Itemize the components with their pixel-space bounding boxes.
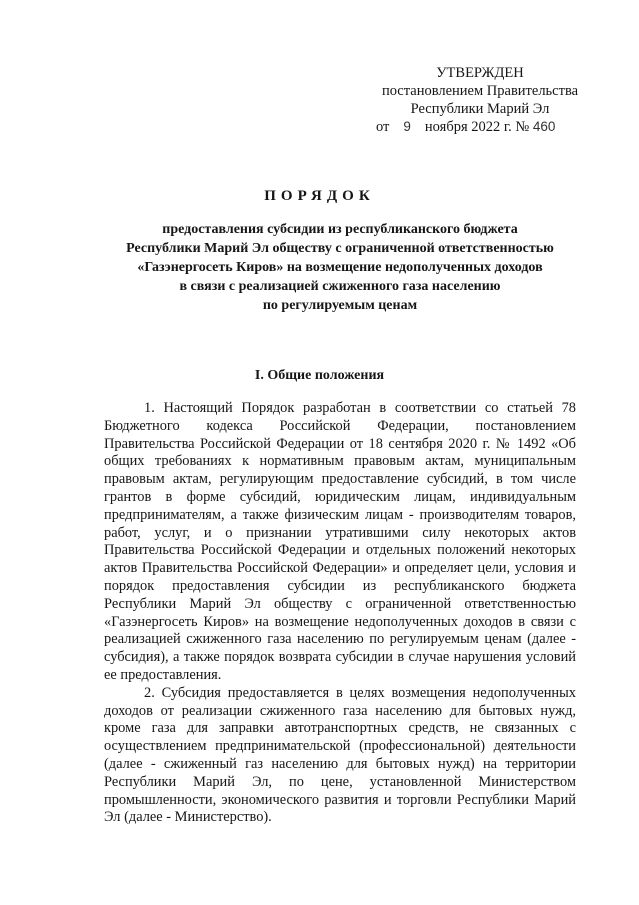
subtitle-line: «Газэнергосеть Киров» на возмещение недополученных доходов xyxy=(137,260,543,275)
subtitle-line: по регулируемым ценам xyxy=(262,298,418,313)
subtitle-line: предоставления субсидии из республиканского бюджета xyxy=(162,222,518,237)
approval-date-rest: ноября 2022 г. № xyxy=(424,119,530,135)
approval-date-line xyxy=(360,118,600,136)
approval-heading: УТВЕРЖДЕН xyxy=(436,65,524,81)
subtitle-line: в связи с реализацией сжиженного газа населению xyxy=(179,279,501,294)
approval-from-label: от xyxy=(376,119,390,135)
approval-stamp xyxy=(360,64,600,136)
subtitle-line: Республики Марий Эл обществу с ограниченной ответственностью xyxy=(126,241,554,256)
approval-day: 9 xyxy=(403,119,411,134)
approval-number: 460 xyxy=(532,119,556,134)
approval-resolution: постановлением Правительства xyxy=(381,83,579,99)
document-body xyxy=(104,400,576,827)
document-subtitle xyxy=(100,220,580,315)
paragraph-1: 1. Настоящий Порядок разработан в соответствии со статьей 78 Бюджетного кодекса Российской Федерации, постановлением Правительства Российской Федерации от 18 сентября 2020 г. № 1492 «Об общих требованиях к нормативным правовым актам, муниципальным правовым актам, регулирующим предоставление субсидий, в том числе грантов в форме субсидий, юридическим лицам, индивидуальным предпринимателям, а также физическим лицам - производителям товаров, работ, услуг, и о признании утратившими силу некоторых актов Правительства Российской Федерации и отдельных положений некоторых актов Правительства Российской Федерации» и определяет цели, условия и порядок предоставления субсидии из республиканского бюджета Республики Марий Эл обществу с ограниченной ответственностью «Газэнергосеть Киров» на возмещение недополученных доходов в связи с реализацией сжиженного газа населению по регулируемым ценам (далее - субсидия), а также порядок возврата субсидии в случае нарушения условий ее предоставления. xyxy=(104,400,576,683)
document-title: ПОРЯДОК xyxy=(264,188,375,204)
section-title: I. Общие положения xyxy=(254,368,385,383)
approval-government: Республики Марий Эл xyxy=(410,101,550,117)
paragraph-2: 2. Субсидия предоставляется в целях возмещения недополученных доходов от реализации сжиженного газа населению для бытовых нужд, кроме газа для заправки автотранспортных средств, не связанных с осуществлением предпринимательской (профессиональной) деятельности (далее - сжиженный газ населению для бытовых нужд) на территории Республики Марий Эл, по цене, установленной Министерством промышленности, экономического развития и торговли Республики Марий Эл (далее - Министерство). xyxy=(104,684,576,826)
